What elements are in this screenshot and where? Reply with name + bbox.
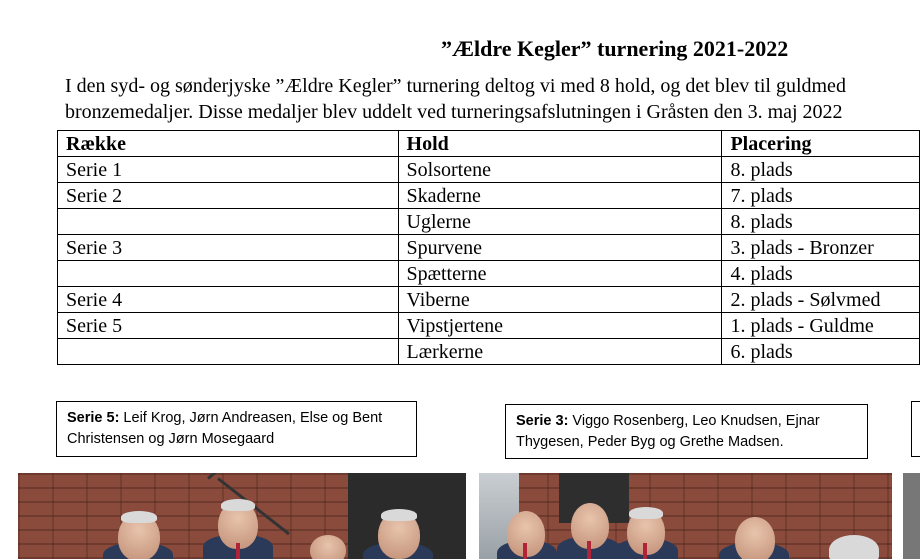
photo-partial — [903, 473, 920, 559]
intro-line-2: bronzemedaljer. Disse medaljer blev uddelt ved turneringsafslutningen i Gråsten den 3. maj 2022 — [65, 101, 843, 123]
cell-raekke — [58, 339, 399, 365]
table-header-row — [58, 131, 920, 157]
cell-raekke: Serie 3 — [58, 235, 399, 261]
cell-hold: Skaderne — [398, 183, 722, 209]
cell-placering: 2. plads - Sølvmed — [722, 287, 920, 313]
caption-label: Serie 5: — [67, 410, 120, 426]
cell-hold: Viberne — [398, 287, 722, 313]
results-table — [57, 130, 920, 365]
cell-hold: Vipstjertene — [398, 313, 722, 339]
photo-serie-5 — [18, 473, 466, 559]
cell-raekke: Serie 5 — [58, 313, 399, 339]
intro-line-1: I den syd- og sønderjyske ”Ældre Kegler” turnering deltog vi med 8 hold, og det blev til guldmed — [65, 75, 846, 97]
cell-placering: 8. plads — [722, 209, 920, 235]
cell-placering: 8. plads — [722, 157, 920, 183]
cell-placering: 4. plads — [722, 261, 920, 287]
caption-text: Viggo Rosenberg, Leo Knudsen, Ejnar Thygesen, Peder Byg og Grethe Madsen. — [516, 413, 820, 450]
table-row — [58, 287, 920, 313]
table-row — [58, 157, 920, 183]
table-row — [58, 313, 920, 339]
table-row — [58, 209, 920, 235]
header-hold: Hold — [398, 131, 722, 157]
caption-text: Leif Krog, Jørn Andreasen, Else og Bent Christensen og Jørn Mosegaard — [67, 410, 383, 447]
header-raekke: Række — [58, 131, 399, 157]
cell-hold: Spurvene — [398, 235, 722, 261]
cell-placering: 7. plads — [722, 183, 920, 209]
cell-raekke — [58, 261, 399, 287]
cell-raekke: Serie 1 — [58, 157, 399, 183]
intro-paragraph — [65, 73, 846, 125]
caption-serie-3 — [505, 404, 868, 459]
cell-hold: Lærkerne — [398, 339, 722, 365]
caption-label: Serie 3: — [516, 413, 569, 429]
cell-hold: Uglerne — [398, 209, 722, 235]
photo-serie-3 — [479, 473, 892, 559]
cell-raekke: Serie 2 — [58, 183, 399, 209]
cell-hold: Spætterne — [398, 261, 722, 287]
cell-hold: Solsortene — [398, 157, 722, 183]
document-title: ”Ældre Kegler” turnering 2021-2022 — [441, 36, 789, 61]
cell-placering: 6. plads — [722, 339, 920, 365]
table-row — [58, 235, 920, 261]
cell-raekke: Serie 4 — [58, 287, 399, 313]
table-row — [58, 339, 920, 365]
caption-partial — [911, 401, 920, 457]
header-placering: Placering — [722, 131, 920, 157]
table-row — [58, 183, 920, 209]
caption-serie-5 — [56, 401, 417, 457]
cell-placering: 1. plads - Guldme — [722, 313, 920, 339]
cell-placering: 3. plads - Bronzer — [722, 235, 920, 261]
cell-raekke — [58, 209, 399, 235]
table-row — [58, 261, 920, 287]
